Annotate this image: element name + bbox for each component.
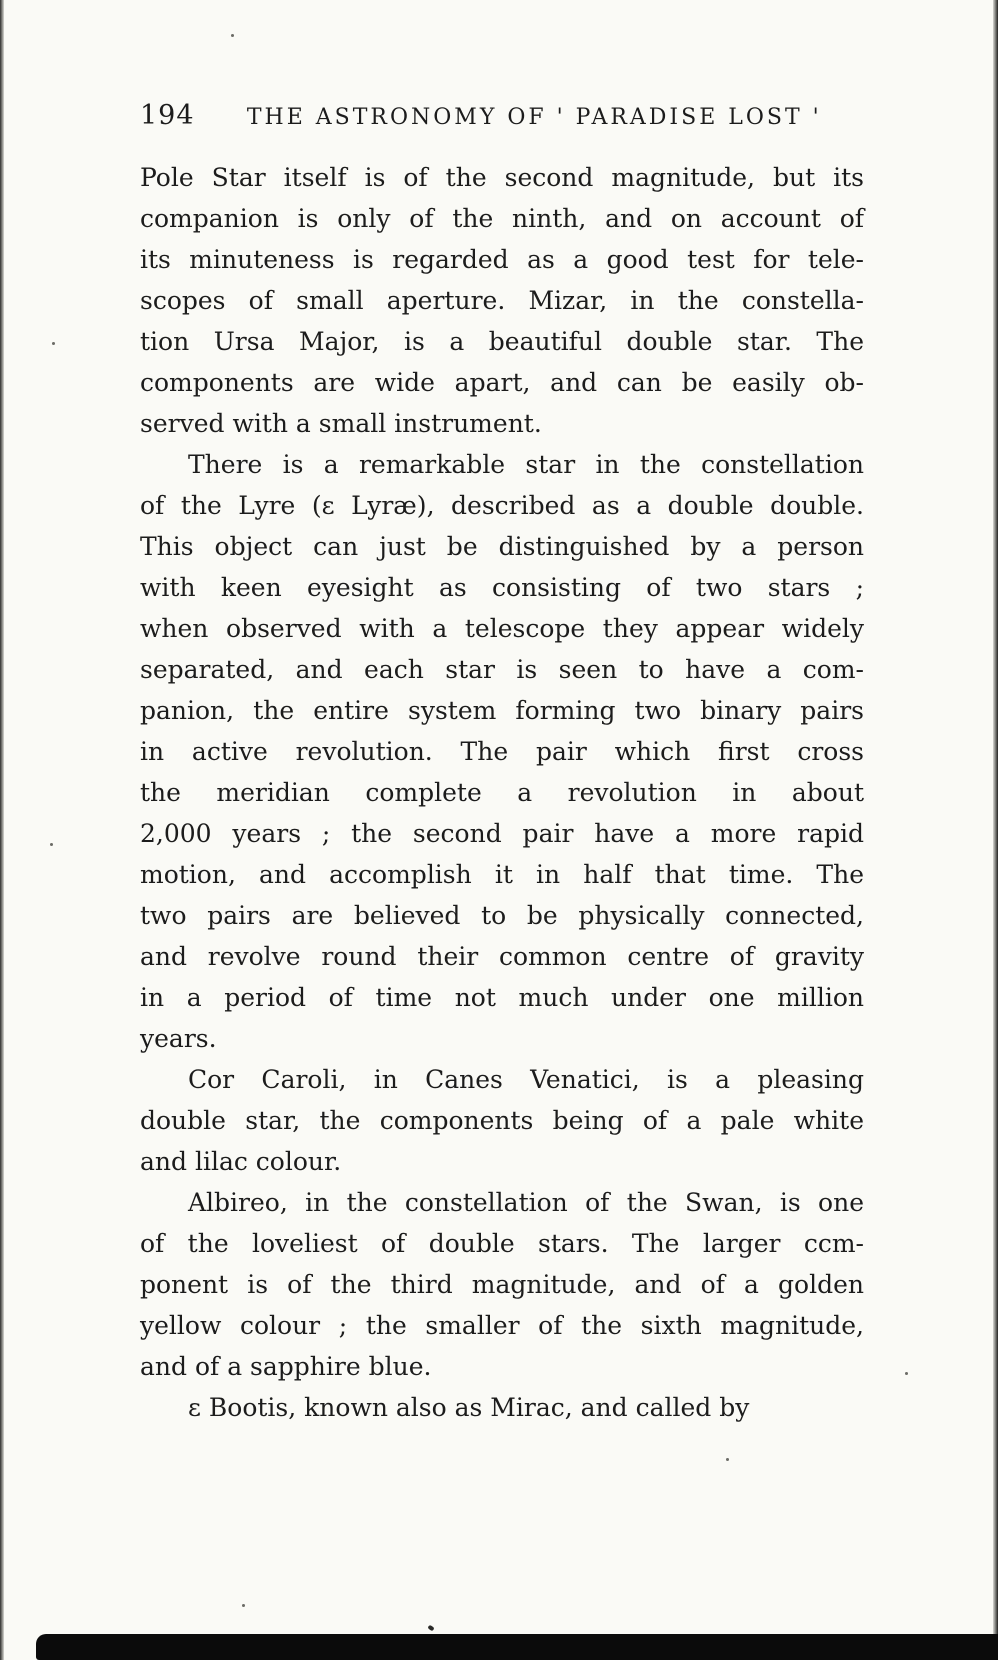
text-line: when observed with a telescope they appear widely: [140, 614, 864, 643]
scan-speck: [905, 1372, 908, 1375]
text-line: and revolve round their common centre of gravity: [140, 942, 864, 971]
text-line: Albireo, in the constellation of the Swan, is one: [188, 1188, 864, 1217]
text-line: double star, the components being of a pale white: [140, 1106, 864, 1135]
scan-speck: [52, 342, 55, 345]
text-line: and of a sapphire blue.: [140, 1352, 432, 1381]
text-line: separated, and each star is seen to have a com-: [140, 655, 864, 684]
text-line: panion, the entire system forming two binary pairs: [140, 696, 864, 725]
text-line: the meridian complete a revolution in about: [140, 778, 864, 807]
text-line: scopes of small aperture. Mizar, in the constella-: [140, 286, 864, 315]
text-line: yellow colour ; the smaller of the sixth magnitude,: [140, 1311, 864, 1340]
text-line: its minuteness is regarded as a good test for tele-: [140, 245, 864, 274]
text-line: tion Ursa Major, is a beautiful double star. The: [140, 327, 864, 356]
scan-speck: [427, 1625, 434, 1632]
text-line: Pole Star itself is of the second magnitude, but its: [140, 163, 864, 192]
text-line: and lilac colour.: [140, 1147, 342, 1176]
text-line: of the loveliest of double stars. The larger ccm-: [140, 1229, 864, 1258]
scan-speck: [242, 1604, 245, 1607]
scan-edge-bottom: [36, 1634, 998, 1660]
text-line: served with a small instrument.: [140, 409, 542, 438]
text-line: 2,000 years ; the second pair have a more rapid: [140, 819, 864, 848]
text-line: This object can just be distinguished by a person: [140, 532, 864, 561]
text-line: two pairs are believed to be physically connected,: [140, 901, 864, 930]
text-block: [140, 157, 864, 1428]
scan-speck: [50, 843, 53, 846]
text-line: motion, and accomplish it in half that time. The: [140, 860, 864, 889]
text-line: with keen eyesight as consisting of two stars ;: [140, 573, 864, 602]
text-line: ε Bootis, known also as Mirac, and called by: [188, 1393, 750, 1422]
page-header: [140, 100, 864, 131]
scan-speck: [231, 34, 234, 37]
page-number: 194: [140, 100, 195, 131]
text-line: of the Lyre (ε Lyræ), described as a double double.: [140, 491, 864, 520]
running-title: THE ASTRONOMY OF ' PARADISE LOST ': [246, 105, 822, 130]
scan-edge-left: [0, 0, 4, 1660]
text-line: in a period of time not much under one million: [140, 983, 864, 1012]
text-line: in active revolution. The pair which first cross: [140, 737, 864, 766]
text-line: ponent is of the third magnitude, and of a golden: [140, 1270, 864, 1299]
scan-speck: [726, 1458, 729, 1461]
text-line: years.: [140, 1024, 217, 1053]
text-line: companion is only of the ninth, and on account of: [140, 204, 864, 233]
text-line: There is a remarkable star in the constellation: [188, 450, 864, 479]
text-line: components are wide apart, and can be easily ob-: [140, 368, 864, 397]
text-line: Cor Caroli, in Canes Venatici, is a pleasing: [188, 1065, 864, 1094]
scan-edge-right: [993, 0, 998, 1660]
